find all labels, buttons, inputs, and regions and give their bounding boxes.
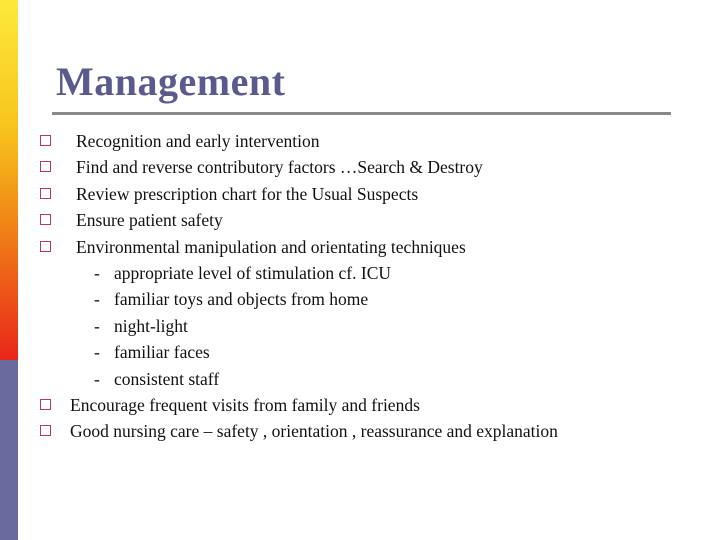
bullet-square-icon bbox=[40, 161, 51, 172]
list-item: Recognition and early intervention bbox=[76, 131, 320, 151]
dash-marker: - bbox=[94, 342, 100, 362]
title-divider bbox=[52, 112, 671, 115]
bullet-square-icon bbox=[40, 188, 51, 199]
list-item: Encourage frequent visits from family and friends bbox=[70, 395, 420, 415]
bullet-square-icon bbox=[40, 399, 51, 410]
dash-marker: - bbox=[94, 369, 100, 389]
list-item: Environmental manipulation and orientating techniques bbox=[76, 237, 466, 257]
bullet-square-icon bbox=[40, 135, 51, 146]
sub-list-item: - familiar faces bbox=[94, 339, 210, 365]
dash-marker: - bbox=[94, 316, 100, 336]
bullet-square-icon bbox=[40, 425, 51, 436]
sidebar-accent-gradient bbox=[0, 0, 18, 360]
bullet-square-icon bbox=[40, 241, 51, 252]
sub-list-item: - familiar toys and objects from home bbox=[94, 286, 368, 312]
dash-marker: - bbox=[94, 263, 100, 283]
list-item: Find and reverse contributory factors …Search & Destroy bbox=[76, 157, 483, 177]
sub-list-item: - night-light bbox=[94, 313, 188, 339]
bullet-square-icon bbox=[40, 214, 51, 225]
slide-title: Management bbox=[56, 59, 286, 104]
dash-marker: - bbox=[94, 289, 100, 309]
list-item: Good nursing care – safety , orientation , reassurance and explanation bbox=[70, 421, 558, 441]
sidebar-accent-purple bbox=[0, 360, 18, 540]
sub-list-item: - consistent staff bbox=[94, 366, 219, 392]
list-item: Ensure patient safety bbox=[76, 210, 223, 230]
list-item: Review prescription chart for the Usual Suspects bbox=[76, 184, 419, 204]
sub-list-item: - appropriate level of stimulation cf. ICU bbox=[94, 260, 391, 286]
